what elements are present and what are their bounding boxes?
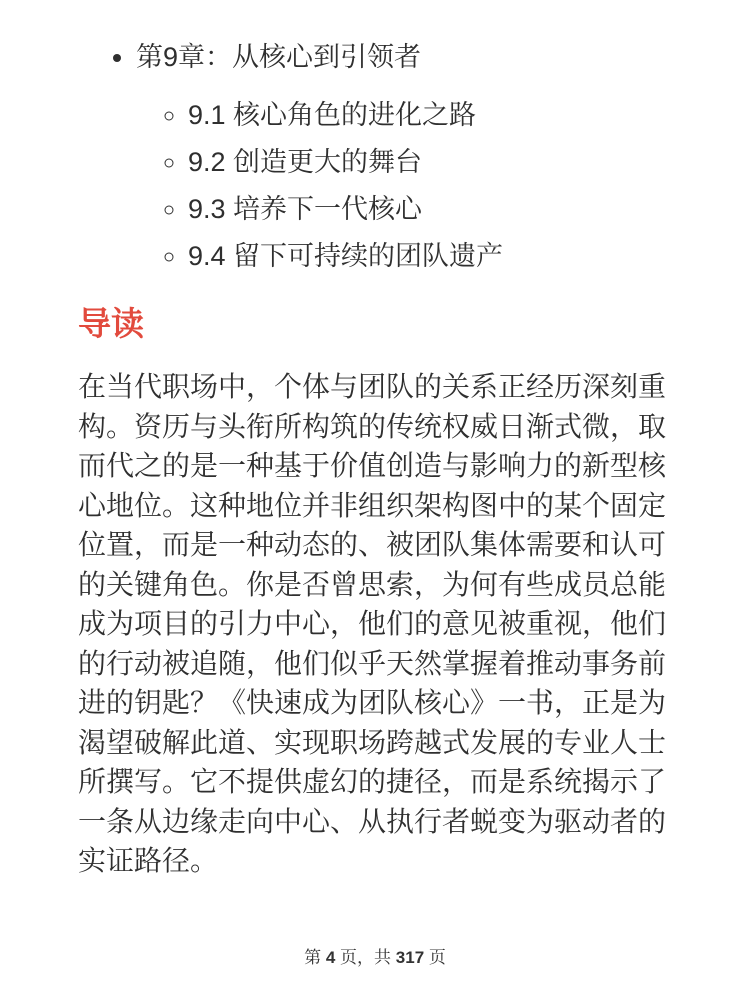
footer-total-pages: 317 <box>395 948 425 967</box>
section-heading: 导读 <box>78 305 144 342</box>
footer-middle: 页，共 <box>340 948 392 967</box>
toc-chapter-label: 第9章：从核心到引领者 <box>136 42 422 72</box>
footer-current-page: 4 <box>325 948 336 967</box>
toc-sub-item: ◦ 9.4 留下可持续的团队遗产 <box>188 241 672 272</box>
toc-list <box>78 42 672 272</box>
toc-sub-list <box>136 100 672 272</box>
toc-sub-item: ◦ 9.3 培养下一代核心 <box>188 194 672 225</box>
toc-sub-item: ◦ 9.2 创造更大的舞台 <box>188 147 672 178</box>
footer-suffix: 页 <box>428 948 446 967</box>
intro-paragraph: 在当代职场中，个体与团队的关系正经历深刻重构。资历与头衔所构筑的传统权威日渐式微，取而代之的是一种基于价值创造与影响力的新型核心地位。这种地位并非组织架构图中的某个固定位置，而是一种动态的、被团队集体需要和认可的关键角色。你是否曾思索，为何有些成员总能成为项目的引力中心，他们的意见被重视，他们的行动被追随，他们似乎天然掌握着推动事务前进的钥匙？《快速成为团队核心》一书，正是为渴望破解此道、实现职场跨越式发展的专业人士所撰写。它不提供虚幻的捷径，而是系统揭示了一条从边缘走向中心、从执行者蜕变为驱动者的实证路径。 <box>78 371 667 876</box>
footer-prefix: 第 <box>304 948 322 967</box>
page-footer <box>0 948 750 967</box>
toc-chapter-item <box>136 42 672 272</box>
toc-sub-item: ◦ 9.1 核心角色的进化之路 <box>188 100 672 131</box>
